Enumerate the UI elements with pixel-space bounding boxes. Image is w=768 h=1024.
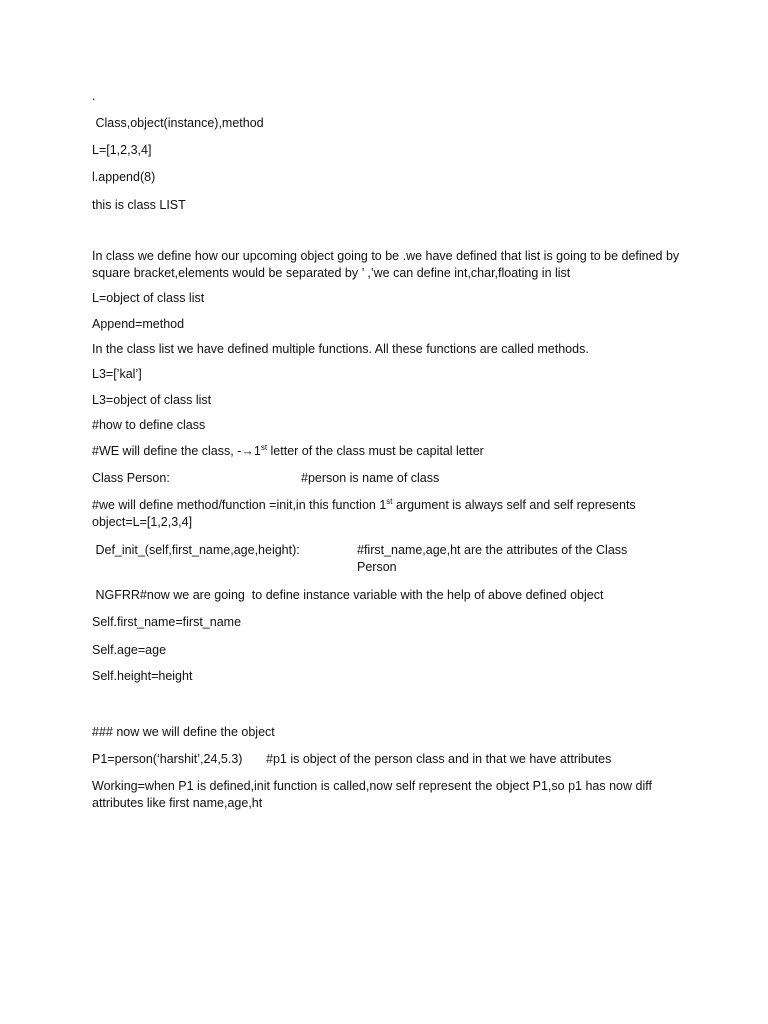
superscript: st: [260, 442, 268, 452]
stray-dot: .: [92, 89, 96, 103]
text-line-l3: L3=[’kal’]: [92, 367, 142, 381]
text-line-class-list: this is class LIST: [92, 198, 186, 212]
paragraph-working: Working=when P1 is defined,init function is called,now self represent the object P1,so p1 has now diff attributes like first name,age,ht: [92, 779, 652, 810]
text-line-now-define: ### now we will define the object: [92, 725, 275, 739]
text-line-l-object: L=object of class list: [92, 291, 205, 305]
text-line-methods: In the class list we have defined multiple functions. All these functions are called methods.: [92, 342, 589, 356]
text-line-list-literal: L=[1,2,3,4]: [92, 143, 152, 157]
text-line-l3-object: L3=object of class list: [92, 393, 212, 407]
text-segment: letter of the class must be capital letter: [267, 444, 484, 458]
text-segment: #WE will define the class, -→1: [92, 444, 261, 458]
text-segment: argument is always self and self represents object=L=[1,2,3,4]: [92, 498, 636, 529]
comment-p1: #p1 is object of the person class and in that we have attributes: [266, 752, 612, 766]
text-line-append-method: Append=method: [92, 317, 185, 331]
text-line-self-height: Self.height=height: [92, 669, 193, 683]
text-line-def-init: Def_init_(self,first_name,age,height):: [92, 543, 300, 557]
text-line-class-object: Class,object(instance),method: [92, 116, 264, 130]
comment-def-init: [357, 542, 657, 576]
text-segment: #we will define method/function =init,in this function 1: [92, 498, 387, 512]
text-line-append: l.append(8): [92, 170, 156, 184]
text-line-self-age: Self.age=age: [92, 643, 167, 657]
comment-def-init-text: #first_name,age,ht are the attributes of the Class Person: [357, 543, 628, 574]
comment-class-person: #person is name of class: [301, 471, 440, 485]
text-line-class-person: Class Person:: [92, 471, 170, 485]
superscript: st: [386, 496, 393, 506]
text-line-p1: P1=person(‘harshit’,24,5.3): [92, 752, 243, 766]
text-line-we-define: [92, 443, 484, 460]
paragraph-class-define: In class we define how our upcoming object going to be .we have defined that list is going to be defined by square bracket,elements would be separated by ’ ,’we can define int,char,floating in list: [92, 249, 680, 280]
text-line-how-define: #how to define class: [92, 418, 206, 432]
text-line-ngfrr: NGFRR#now we are going to define instance variable with the help of above defined object: [92, 588, 604, 602]
text-line-self-first: Self.first_name=first_name: [92, 615, 242, 629]
paragraph-init: [92, 497, 682, 531]
